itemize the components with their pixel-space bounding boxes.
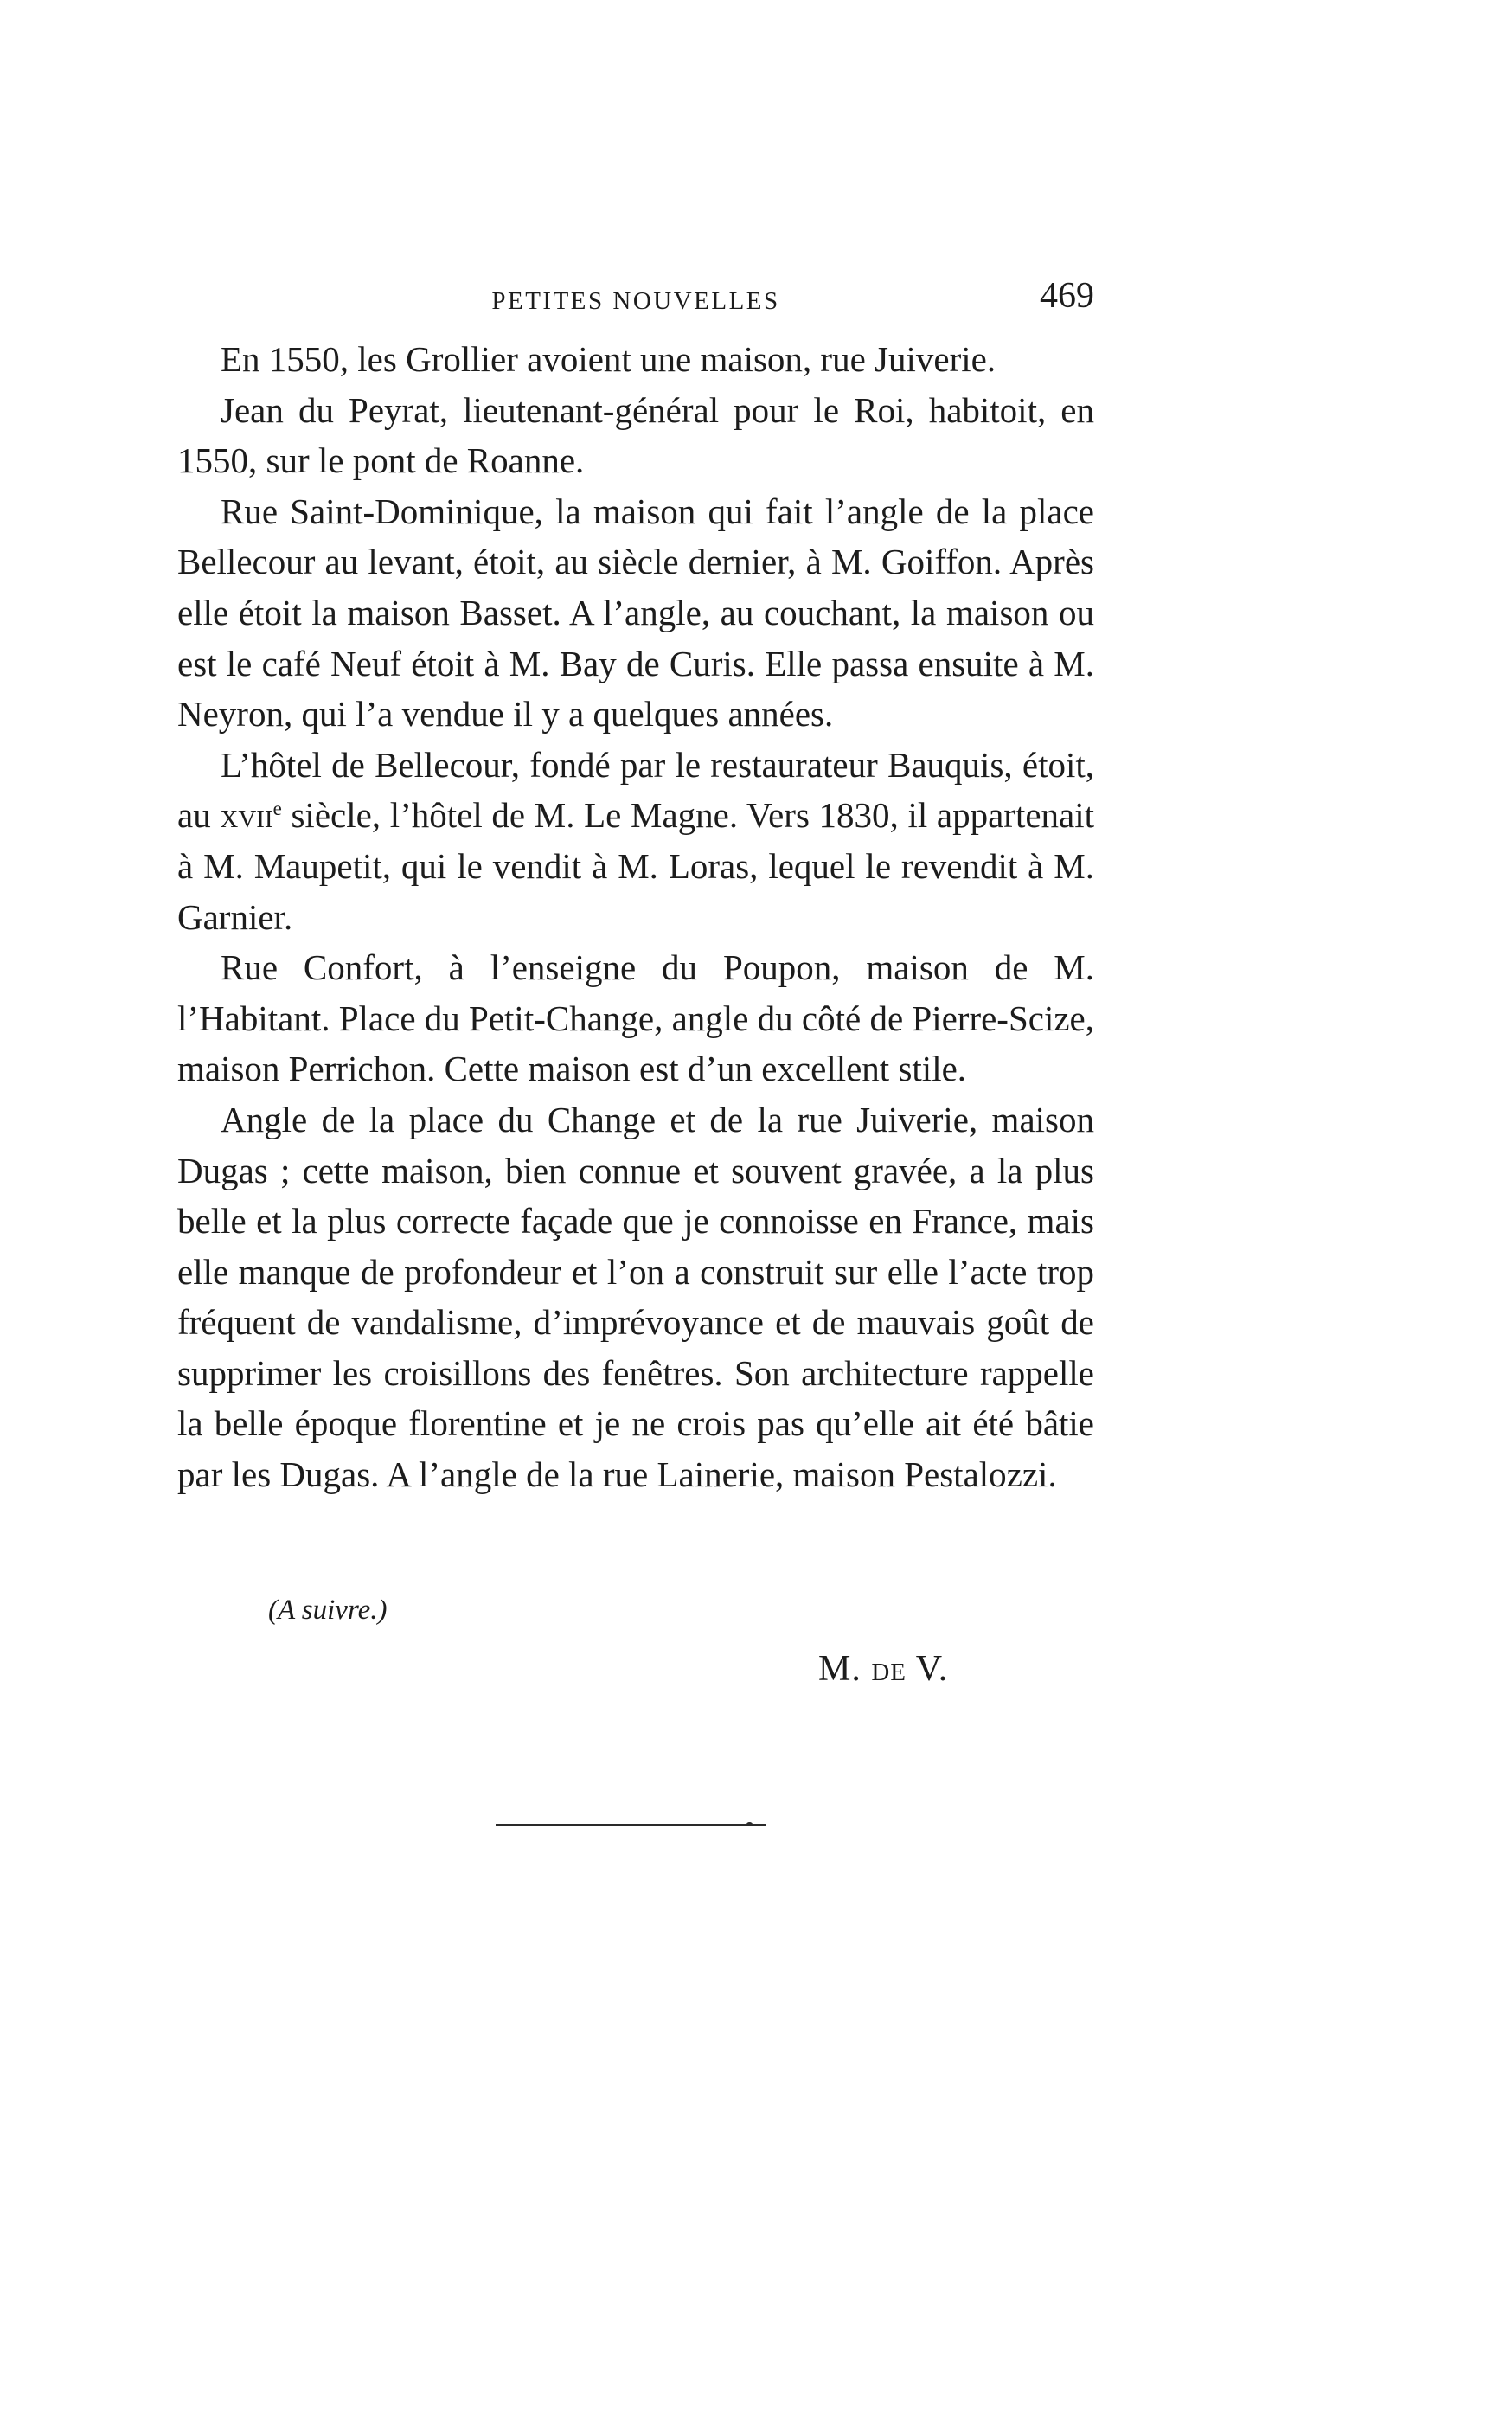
end-rule-ornament xyxy=(746,1822,753,1826)
paragraph: Jean du Peyrat, lieutenant-général pour le Roi, habitoit, en 1550, sur le pont de Roanne. xyxy=(177,389,1094,481)
running-head xyxy=(177,275,1094,327)
signature-particle: de xyxy=(871,1649,907,1689)
paragraph-text: siècle, l’hôtel de M. Le Magne. Vers 1830, il appartenait à M. Maupetit, qui le vendit à M. Loras, lequel le revendit à M. Garnier. xyxy=(177,795,1095,937)
paragraph: Rue Saint-Dominique, la maison qui fait l’angle de la place Bellecour au levant, étoit, au siècle dernier, à M. Goiffon. Après elle étoit la maison Basset. A l’angle, au couchant, la maison ou est le café Neuf étoit à M. Bay de Curis. Elle passa ensuite à M. Neyron, qui l’a vendue il y a quelques années. xyxy=(177,491,1094,735)
running-title: PETITES NOUVELLES xyxy=(491,287,780,315)
paragraph: En 1550, les Grollier avoient une maison, rue Juiverie. xyxy=(221,339,996,379)
to-be-continued-note: (A suivre.) xyxy=(268,1595,388,1626)
author-signature xyxy=(818,1648,948,1690)
signature-name: V. xyxy=(915,1649,949,1689)
paragraph-text: L’hôtel de Bellecour, fondé par le restaurateur Bauquis, étoit, au xyxy=(177,744,1094,836)
paragraph: Angle de la place du Change et de la rue Juiverie, maison Dugas ; cette maison, bien connue et souvent gravée, a la plus belle et la plus correcte façade que je connoisse en France, mais elle manque de profondeur et l’on a construit sur elle l’acte trop fréquent de vandalisme, d’imprévoyance et de mauvais goût de supprimer les croisillons des fenêtres. Son architecture rappelle la belle époque florentine et je ne crois pas qu’elle ait été bâtie par les Dugas. A l’angle de la rue Lainerie, maison Pestalozzi. xyxy=(177,1099,1094,1495)
paragraph xyxy=(177,740,1094,942)
century-numeral: xvii xyxy=(220,795,273,836)
page-number: 469 xyxy=(1040,276,1094,316)
signature-initial: M. xyxy=(818,1649,862,1689)
article-text xyxy=(177,334,1094,1500)
century-superscript: e xyxy=(272,798,282,820)
paragraph: Rue Confort, à l’enseigne du Poupon, maison de M. l’Habitant. Place du Petit-Change, angle du côté de Pierre-Scize, maison Perrichon. Cette maison est d’un excellent stile. xyxy=(177,947,1094,1089)
end-rule xyxy=(496,1824,766,1826)
